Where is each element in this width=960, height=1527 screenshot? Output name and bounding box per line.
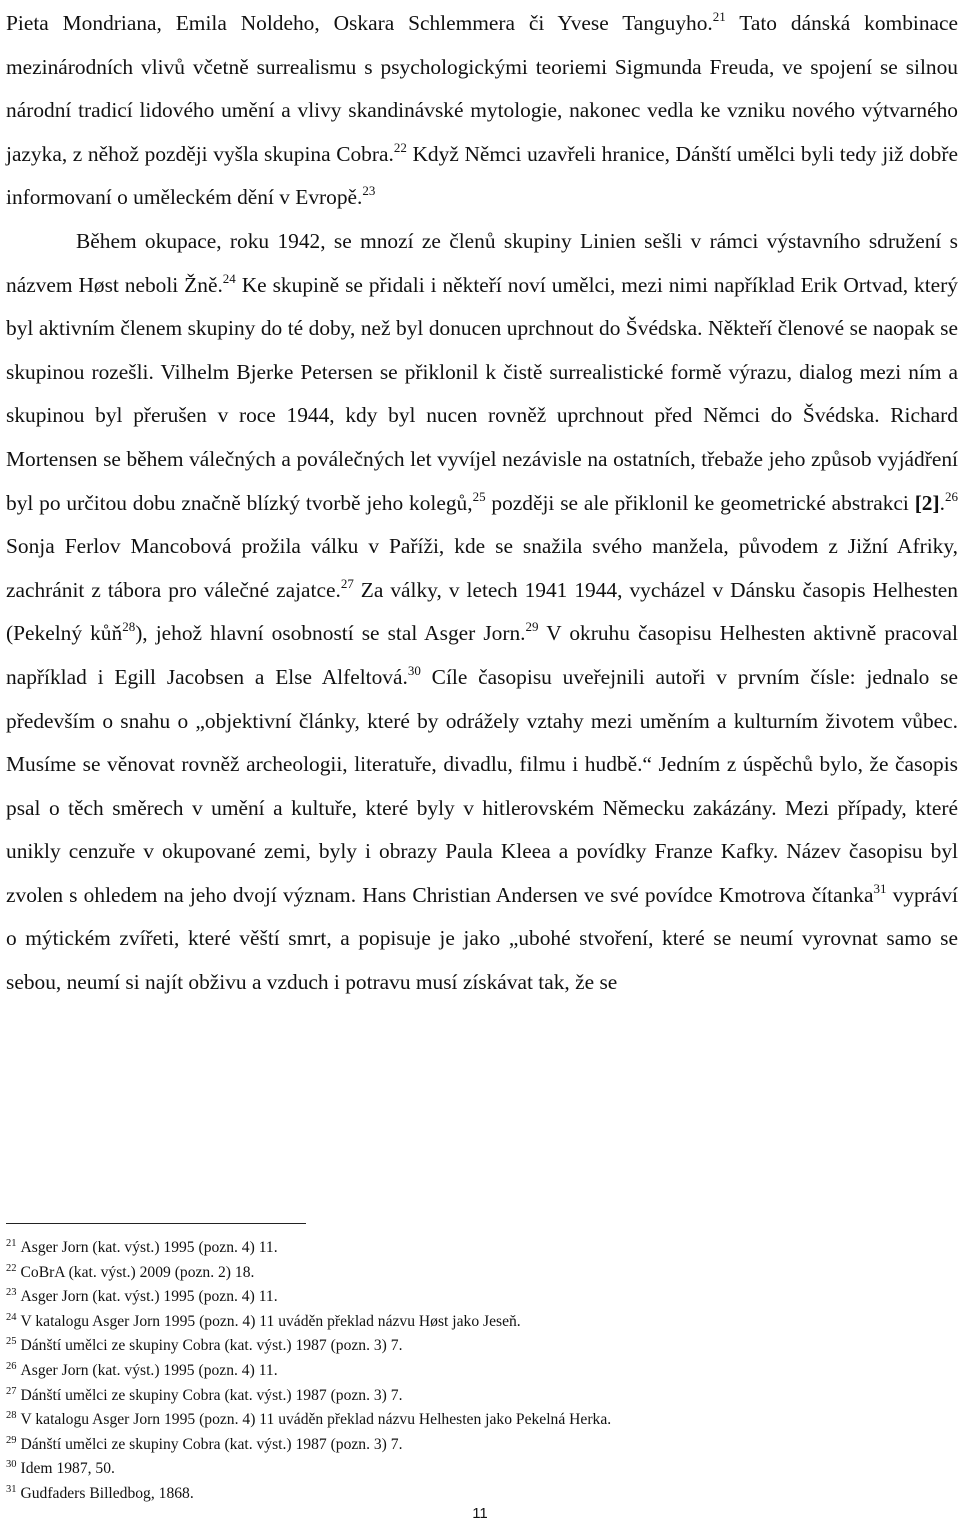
footnote-text: Dánští umělci ze skupiny Cobra (kat. výst.) 1987 (pozn. 3) 7. — [20, 1337, 403, 1355]
sentence: . — [939, 490, 945, 515]
sentence: později se ale přiklonil ke geometrické abstrakci — [485, 490, 915, 515]
footnote-text: Gudfaders Billedbog, 1868. — [20, 1484, 194, 1502]
footnote-number: 26 — [6, 1360, 17, 1372]
footnote-ref[interactable]: 27 — [340, 575, 354, 591]
footnote-text: Asger Jorn (kat. výst.) 1995 (pozn. 4) 11. — [20, 1239, 278, 1256]
footnote-number: 27 — [6, 1385, 17, 1397]
footnote-item — [6, 1310, 958, 1335]
bibliography-ref[interactable]: [2] — [914, 490, 940, 515]
footnote-item — [6, 1359, 958, 1384]
footnote-number: 22 — [6, 1262, 17, 1274]
sentence: Ke skupině se přidali i někteří noví umělci, mezi nimi například Erik Ortvad, který byl aktivním členem skupiny do té doby, než byl donucen uprchnout do Švédska. Někteří členové se naopak se skupinou rozešli. Vilhelm Bjerke Petersen se přiklonil k čistě surrealistické formě výrazu, dialog mezi ním a skupinou byl přerušen v roce 1944, kdy byl nucen rovněž uprchnout před Němci do Švédska. Richard Mortensen se během válečných a poválečných let vyvíjel nezávisle na ostatních, třebaže jeho způsob vyjádření byl po určitou dobu značně blízký tvorbě jeho kolegů, — [6, 272, 958, 515]
footnote-text: V katalogu Asger Jorn 1995 (pozn. 4) 11 uváděn překlad názvu Høst jako Jeseň. — [20, 1312, 521, 1330]
sentence: Cíle časopisu uveřejnili autoři v prvním čísle: jednalo se především o snahu o „objektivní články, které by odrážely vztahy mezi uměním a kulturním životem vůbec. Musíme se věnovat rovněž archeologii, literatuře, divadlu, filmu i hudbě.“ Jedním z úspěchů bylo, že časopis psal o těch směrech v umění a kultuře, které byly v hitlerovském Německu zakázány. Mezi případy, které unikly cenzuře v okupované zemi, byly i obrazy Paula Kleea a povídky Franze Kafky. Název časopisu byl zvolen s ohledem na jeho dvojí význam. Hans Christian Andersen ve své povídce Kmotrova čítanka — [6, 664, 958, 907]
footnote-text: Asger Jorn (kat. výst.) 1995 (pozn. 4) 11. — [20, 1288, 278, 1306]
footnote-item — [6, 1261, 958, 1286]
footnote-item — [6, 1285, 958, 1310]
paragraph — [6, 2, 958, 220]
footnote-item — [6, 1482, 958, 1507]
footnote-number: 31 — [6, 1483, 17, 1495]
footnote-item — [6, 1433, 958, 1458]
footnote-item — [6, 1457, 958, 1482]
sentence: Když Němci uzavřeli hranice, Dánští umělci byli tedy již dobře informovaní o uměleckém dění v Evropě. — [6, 141, 958, 210]
footnote-separator — [6, 1223, 306, 1224]
document-page — [6, 0, 958, 1527]
footnote-number: 25 — [6, 1336, 17, 1348]
footnote-item — [6, 1334, 958, 1359]
footnote-ref[interactable]: 21 — [712, 9, 726, 24]
footnote-text: Asger Jorn (kat. výst.) 1995 (pozn. 4) 11. — [20, 1361, 278, 1379]
footnote-ref[interactable]: 29 — [525, 619, 539, 635]
footnote-number: 28 — [6, 1410, 17, 1422]
sentence: Pieta Mondriana, Emila Noldeho, Oskara Schlemmera či Yvese Tanguyho. — [6, 11, 713, 35]
footnote-ref[interactable]: 28 — [122, 619, 136, 635]
footnote-ref[interactable]: 23 — [362, 183, 376, 199]
footnote-number: 23 — [6, 1287, 17, 1299]
page-number: 11 — [472, 1505, 488, 1522]
footnotes — [6, 1236, 958, 1507]
footnote-number: 29 — [6, 1434, 17, 1446]
footnote-text: Dánští umělci ze skupiny Cobra (kat. výst.) 1987 (pozn. 3) 7. — [20, 1386, 403, 1404]
paragraph — [6, 220, 958, 1005]
main-text — [6, 2, 958, 1005]
sentence: Sonja Ferlov Mancobová prožila válku v Paříži, kde se snažila svého manžela, původem z Jižní Afriky, zachránit z tábora pro válečné zajatce. — [6, 534, 958, 602]
footnote-item — [6, 1408, 958, 1433]
footnote-ref[interactable]: 26 — [945, 488, 958, 504]
sentence: V okruhu časopisu Helhesten aktivně pracoval například i Egill Jacobsen a Else Alfeltová. — [6, 621, 958, 689]
sentence: vypráví o mýtickém zvířeti, které věští smrt, a popisuje je jako „ubohé stvoření, které se neumí vyrovnat samo se sebou, neumí si najít obživu a vzduch i potravu musí získávat tak, že se — [6, 882, 958, 995]
footnote-number: 24 — [6, 1311, 17, 1323]
sentence: ), jehož hlavní osobností se stal Asger Jorn. — [135, 621, 526, 646]
sentence: Za války, v letech 1941 1944, vycházel v Dánsku časopis Helhesten (Pekelný kůň — [6, 577, 958, 646]
footnote-text: CoBrA (kat. výst.) 2009 (pozn. 2) 18. — [20, 1263, 255, 1281]
footnote-number: 30 — [6, 1459, 17, 1471]
footnote-ref[interactable]: 24 — [222, 270, 236, 286]
footnote-ref[interactable]: 31 — [873, 880, 887, 896]
footnote-item — [6, 1236, 958, 1261]
footnote-number: 21 — [6, 1238, 17, 1249]
footnote-ref[interactable]: 25 — [472, 488, 486, 504]
footnote-ref[interactable]: 22 — [393, 139, 407, 155]
sentence: Tato dánská kombinace mezinárodních vlivů včetně surrealismu s psychologickými teoriemi Sigmunda Freuda, ve spojení se silnou národní tradicí lidového umění a vlivy skandinávské mytologie, nakonec vedla ke vzniku nového výtvarného jazyka, z něhož později vyšla skupina Cobra. — [6, 11, 959, 166]
footnote-ref[interactable]: 30 — [407, 662, 421, 678]
sentence: Během okupace, roku 1942, se mnozí ze členů skupiny Linien sešli v rámci výstavního sdružení s názvem Høst neboli Žně. — [6, 228, 958, 297]
footnote-item — [6, 1384, 958, 1409]
footnote-text: Dánští umělci ze skupiny Cobra (kat. výst.) 1987 (pozn. 3) 7. — [20, 1435, 403, 1453]
footnote-text: Idem 1987, 50. — [20, 1460, 115, 1478]
footnote-text: V katalogu Asger Jorn 1995 (pozn. 4) 11 uváděn překlad názvu Helhesten jako Pekelná Herka. — [20, 1411, 612, 1429]
